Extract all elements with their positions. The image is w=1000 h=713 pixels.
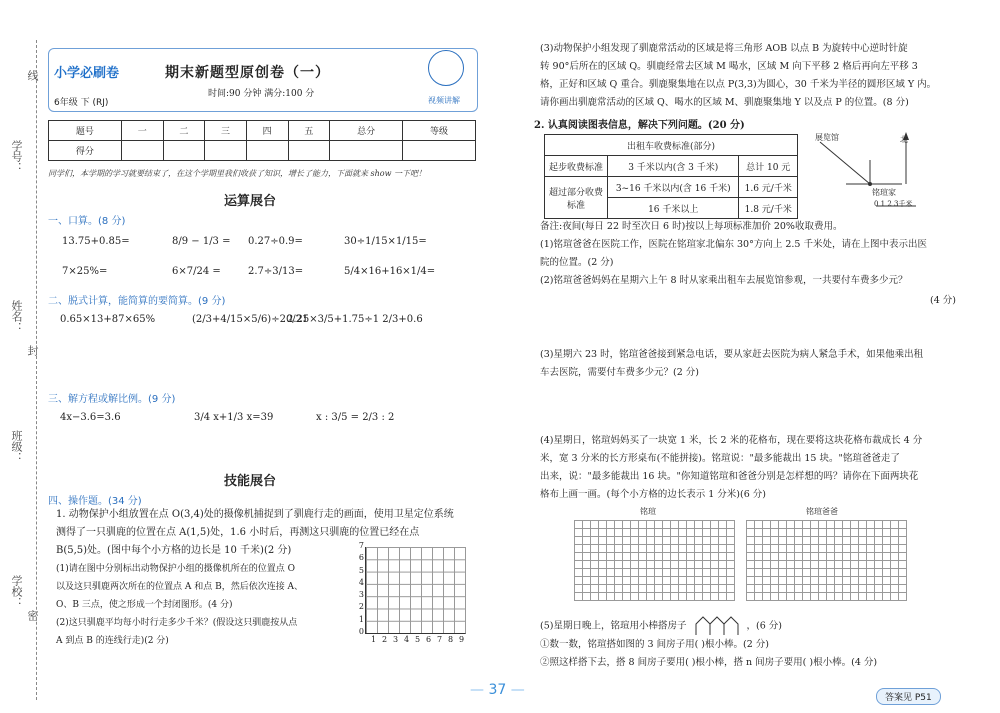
exam-meta: 时间:90 分钟 满分:100 分 — [208, 89, 315, 99]
q3-item: 4x−3.6=3.6 — [60, 412, 121, 423]
q1-item: 8/9 − 1/3 = — [172, 236, 231, 247]
grid-label-mingxuan: 铭瑄 — [640, 507, 656, 516]
text-line: (3)星期六 23 时，铭瑄爸爸接到紧急电话，要从家赶去医院为病人紧急手术，如果他乘出租 — [540, 349, 924, 360]
q1-item: 30÷1/15×1/15= — [344, 236, 427, 247]
taxi-cell: 3 千米以内(含 3 千米) — [608, 156, 739, 177]
map-home-label: 铭瑄家 — [872, 188, 896, 197]
taxi-cell: 1.8 元/千米 — [739, 198, 798, 219]
x-tick: 7 — [437, 635, 443, 644]
text-line: 米，宽 3 分米的长方形桌布(不能拼接)。铭瑄说："最多能裁出 15 块。"铭瑄爸爸走了 — [540, 453, 900, 464]
text-line: 1. 动物保护小组放置在点 O(3,4)处的摄像机捕捉到了驯鹿行走的画面，使用卫星定位系统 — [56, 509, 454, 520]
score-cell[interactable] — [205, 141, 247, 161]
y-tick: 3 — [358, 590, 364, 600]
score-table — [48, 120, 476, 161]
text-line: (1)请在图中分别标出动物保护小组的摄像机所在的位置点 O — [56, 564, 295, 574]
text-line: 测得了一只驯鹿的位置在点 A(1,5)处，1.6 小时后，再测这只驯鹿的位置已经在点 — [56, 527, 420, 538]
y-tick: 1 — [358, 614, 364, 624]
brand-title: 小学必刷卷 — [54, 66, 120, 81]
coordinate-grid[interactable] — [365, 547, 466, 634]
score-header: 总分 — [330, 121, 403, 141]
grid-label-dad: 铭瑄爸爸 — [806, 507, 838, 516]
score-cell[interactable] — [330, 141, 403, 161]
q3-item: x : 3/5 = 2/3 : 2 — [316, 412, 395, 423]
map-scale-label: 0 1 2 3千米 — [874, 200, 913, 208]
intro-note: 同学们，本学期的学习就要结束了，在这个学期里我们收获了知识，增长了能力，下面就来 show 一下吧！ — [48, 169, 427, 178]
q2-item: 0.65×13+87×65% — [60, 314, 156, 325]
x-tick: 1 — [371, 635, 377, 644]
grade-label: 6年级 下 (RJ) — [54, 98, 109, 108]
score-header: 三 — [205, 121, 247, 141]
stick-houses-icon — [694, 616, 740, 636]
score-cell[interactable] — [121, 141, 163, 161]
score-header: 五 — [288, 121, 330, 141]
text-line: (4)星期日，铭瑄妈妈买了一块宽 1 米，长 2 米的花格布，现在要将这块花格布裁成长 4 分 — [540, 435, 923, 446]
text-part: (5)星期日晚上，铭瑄用小棒搭房子 — [540, 620, 687, 632]
y-tick: 5 — [358, 565, 364, 575]
text-line: (1)铭瑄爸爸在医院工作，医院在铭瑄家北偏东 30°方向上 2.5 千米处，请在上图中表示出医 — [540, 239, 927, 250]
text-line: 转 90°后所在的区域 Q。驯鹿经常去区域 M 喝水，区域 M 向下平移 2 格后再向左平移 3 — [540, 61, 918, 72]
y-tick: 6 — [358, 553, 364, 563]
q2-label: 二、脱式计算，能简算的要简算。(9 分) — [48, 296, 226, 307]
x-axis-ticks — [371, 635, 470, 644]
text-part: ，(6 分) — [746, 620, 783, 632]
score-header: 一 — [121, 121, 163, 141]
page-number-value: 37 — [488, 682, 507, 698]
text-line: (2)这只驯鹿平均每小时行走多少千米？(假设这只驯鹿按从点 — [56, 618, 298, 628]
text-line: A 到点 B 的连线行走)(2 分) — [56, 636, 169, 646]
taxi-cell: 3~16 千米以内(含 16 千米) — [608, 177, 739, 198]
x-tick: 3 — [393, 635, 399, 644]
class-label: 班级： — [10, 430, 23, 463]
score-cell[interactable] — [288, 141, 330, 161]
q2-notes — [540, 218, 980, 290]
cloth-grid-mingxuan[interactable] — [574, 520, 735, 601]
y-axis-ticks — [354, 540, 364, 638]
q2-part4-text — [540, 432, 980, 504]
calc-section-title: 运算展台 — [224, 194, 277, 209]
answer-reference[interactable]: 答案见 P51 — [876, 688, 941, 705]
cloth-grid-dad[interactable] — [746, 520, 907, 601]
q2-item: (2/3+4/15×5/6)÷20/21 — [192, 314, 309, 325]
map-north-label: 北 — [900, 135, 908, 144]
gutter-line-mark: 线 — [26, 70, 39, 81]
score-header: 题号 — [49, 121, 122, 141]
q2-right-label: 2. 认真阅读图表信息，解决下列问题。(20 分) — [534, 120, 745, 131]
qr-code-icon[interactable] — [428, 50, 464, 86]
text-line: 格布上画一画。(每个小方格的边长表示 1 分米)(6 分) — [540, 489, 766, 500]
text-line: 车去医院，需要付车费多少元？(2 分) — [540, 367, 699, 378]
q1-item: 0.27÷0.9= — [248, 236, 303, 247]
cut-line — [36, 40, 37, 700]
taxi-cell: 超过部分收费标准 — [545, 177, 608, 219]
home-point — [868, 182, 872, 186]
score-cell[interactable] — [403, 141, 476, 161]
y-tick: 7 — [358, 541, 364, 550]
text-line: ②照这样搭下去，搭 8 间房子要用( )根小棒，搭 n 间房子要用( )根小棒。(4 分) — [540, 657, 878, 668]
q2-item: 2.25×3/5+1.75÷1 2/3+0.6 — [287, 314, 423, 325]
q1-part3-text — [540, 40, 980, 112]
text-line: 请你画出驯鹿常活动的区域 Q、喝水的区域 M、驯鹿聚集地 Y 以及点 P 的位置。(8 分) — [540, 97, 909, 108]
text-line: 格，正好和区域 Q 重合。驯鹿聚集地在以点 P(3,3)为圆心，30 千米为半径的圆形区域 Y 内。 — [540, 79, 937, 90]
x-tick: 6 — [426, 635, 432, 644]
x-tick: 2 — [382, 635, 388, 644]
route-line — [820, 142, 870, 184]
q1-item: 7×25%= — [62, 266, 108, 277]
q2-part3-text — [540, 346, 980, 382]
q3-item: 3/4 x+1/3 x=39 — [194, 412, 274, 423]
skill-section-title: 技能展台 — [224, 474, 277, 489]
taxi-table-title: 出租车收费标准(部分) — [545, 135, 798, 156]
x-tick: 4 — [404, 635, 410, 644]
map-hall-label: 展览馆 — [815, 133, 839, 142]
y-tick: 2 — [358, 602, 364, 612]
points-label: (4 分) — [930, 295, 956, 306]
gutter-seal-mark: 封 — [26, 345, 39, 356]
score-header: 四 — [246, 121, 288, 141]
page-number: — 37 — — [470, 682, 525, 698]
score-header: 二 — [163, 121, 205, 141]
q1-item: 13.75+0.85= — [62, 236, 130, 247]
text-line: 以及这只驯鹿两次所在的位置点 A 和点 B，然后依次连接 A、 — [56, 582, 304, 592]
text-line — [540, 616, 980, 636]
exam-title: 期末新题型原创卷（一） — [165, 65, 330, 81]
x-tick: 8 — [448, 635, 454, 644]
binding-gutter — [0, 0, 48, 713]
taxi-cell: 起步收费标准 — [545, 156, 608, 177]
x-tick: 5 — [415, 635, 421, 644]
name-label: 姓名： — [10, 300, 23, 333]
video-link[interactable]: 视频讲解 — [428, 96, 460, 105]
y-tick: 0 — [358, 627, 364, 637]
taxi-fare-table — [544, 134, 798, 219]
y-tick: 4 — [358, 577, 364, 587]
score-header: 等级 — [403, 121, 476, 141]
text-line: 备注:夜间(每日 22 时至次日 6 时)按以上每项标准加价 20%收取费用。 — [540, 221, 843, 232]
text-line: 院的位置。(2 分) — [540, 257, 614, 268]
taxi-cell: 1.6 元/千米 — [739, 177, 798, 198]
q1-item: 6×7/24 = — [172, 266, 221, 277]
taxi-cell: 16 千米以上 — [608, 198, 739, 219]
text-line: ①数一数，铭瑄搭如图的 3 间房子用( )根小棒。(2 分) — [540, 639, 769, 650]
q4-label: 四、操作题。(34 分) — [48, 496, 142, 507]
score-row-label: 得分 — [49, 141, 122, 161]
q1-item: 5/4×16+16×1/4= — [344, 266, 436, 277]
text-line: O、B 三点，使之形成一个封闭图形。(4 分) — [56, 600, 233, 610]
q1-label: 一、口算。(8 分) — [48, 216, 126, 227]
score-cell[interactable] — [163, 141, 205, 161]
student-id-label: 学号： — [10, 140, 23, 173]
x-tick: 9 — [459, 635, 465, 644]
text-line: 出来，说："最多能裁出 16 块。"你知道铭瑄和爸爸分别是怎样想的吗？请你在下面两块花 — [540, 471, 919, 482]
school-label: 学校： — [10, 575, 23, 608]
taxi-cell: 总计 10 元 — [739, 156, 798, 177]
gutter-seal2-mark: 密 — [26, 610, 39, 621]
text-line: (2)铭瑄爸爸妈妈在星期六上午 8 时从家乘出租车去展览馆参观，一共要付车费多少元？ — [540, 275, 908, 286]
text-line: B(5,5)处。(图中每个小方格的边长是 10 千米)(2 分) — [56, 545, 292, 556]
text-line: (3)动物保护小组发现了驯鹿常活动的区域是将三角形 AOB 以点 B 为旋转中心逆时针旋 — [540, 43, 908, 54]
q1-item: 2.7÷3/13= — [248, 266, 304, 277]
q2-part5-text — [540, 616, 980, 672]
score-cell[interactable] — [246, 141, 288, 161]
q3-label: 三、解方程或解比例。(9 分) — [48, 394, 176, 405]
